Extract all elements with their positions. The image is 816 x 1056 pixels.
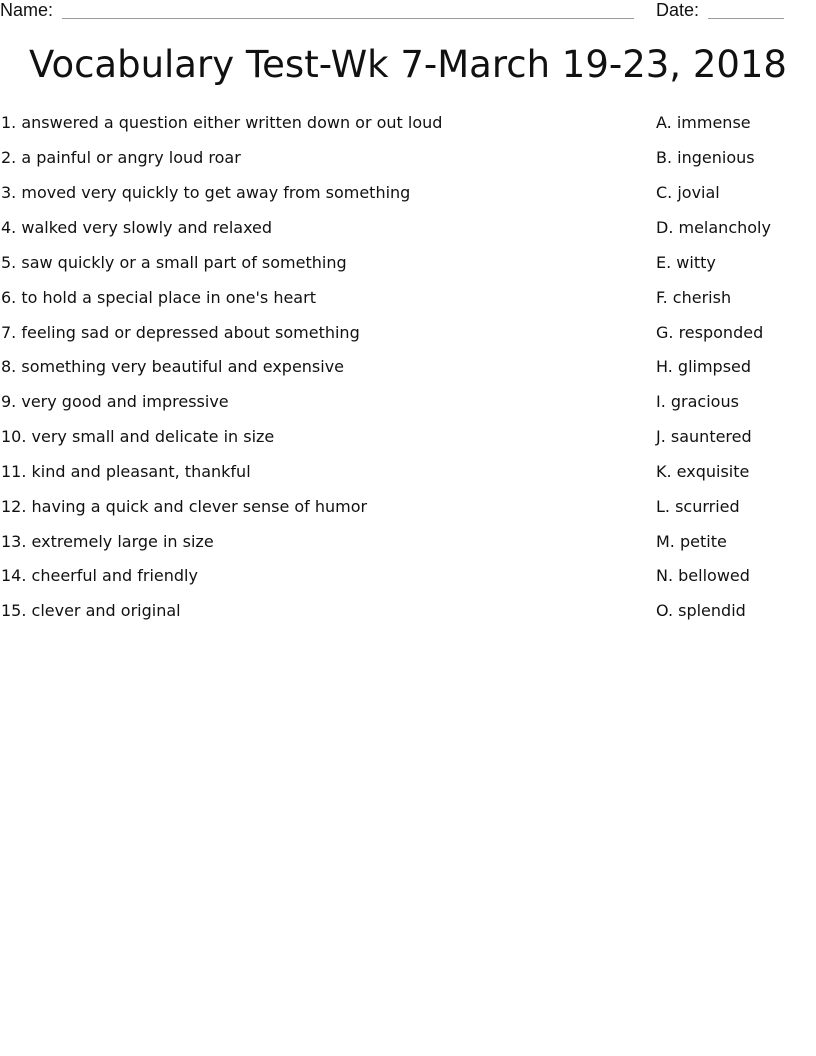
word-choice: A. immense — [656, 113, 751, 132]
list-item — [0, 357, 816, 392]
list-item — [0, 462, 816, 497]
clue-text: 9. very good and impressive — [1, 392, 229, 411]
word-choice: H. glimpsed — [656, 357, 752, 376]
header — [0, 0, 816, 22]
word-choice: E. witty — [656, 253, 716, 272]
list-item — [0, 288, 816, 323]
list-item — [0, 497, 816, 532]
list-item — [0, 183, 816, 218]
word-choice: G. responded — [656, 323, 764, 342]
word-choice: I. gracious — [656, 392, 739, 411]
list-item — [0, 427, 816, 462]
word-choice: L. scurried — [656, 497, 740, 516]
list-item — [0, 253, 816, 288]
page-title: Vocabulary Test-Wk 7-March 19-23, 2018 — [29, 43, 787, 86]
clue-text: 7. feeling sad or depressed about something — [1, 323, 360, 342]
clue-text: 10. very small and delicate in size — [1, 427, 275, 446]
clue-text: 15. clever and original — [1, 601, 181, 620]
word-choice: M. petite — [656, 532, 727, 551]
clue-text: 4. walked very slowly and relaxed — [1, 218, 273, 237]
word-choice: B. ingenious — [656, 148, 755, 167]
clue-text: 13. extremely large in size — [1, 532, 214, 551]
clue-text: 12. having a quick and clever sense of humor — [1, 497, 368, 516]
word-choice: C. jovial — [656, 183, 720, 202]
clue-text: 1. answered a question either written down or out loud — [1, 113, 443, 132]
list-item — [0, 323, 816, 358]
word-choice: N. bellowed — [656, 566, 750, 585]
word-choice: K. exquisite — [656, 462, 750, 481]
clue-text: 3. moved very quickly to get away from something — [1, 183, 411, 202]
clue-text: 2. a painful or angry loud roar — [1, 148, 241, 167]
list-item — [0, 601, 816, 636]
date-line[interactable] — [708, 18, 784, 19]
clue-text: 5. saw quickly or a small part of something — [1, 253, 347, 272]
list-item — [0, 218, 816, 253]
word-choice: J. sauntered — [656, 427, 752, 446]
list-item — [0, 566, 816, 601]
clue-text: 6. to hold a special place in one's heart — [1, 288, 316, 307]
clue-text: 11. kind and pleasant, thankful — [1, 462, 251, 481]
clue-text: 8. something very beautiful and expensive — [1, 357, 345, 376]
list-item — [0, 113, 816, 148]
date-label: Date: — [656, 0, 700, 20]
word-choice: F. cherish — [656, 288, 732, 307]
name-label: Name: — [0, 0, 54, 20]
word-choice: D. melancholy — [656, 218, 771, 237]
list-item — [0, 532, 816, 567]
word-choice: O. splendid — [656, 601, 746, 620]
list-item — [0, 148, 816, 183]
clue-text: 14. cheerful and friendly — [1, 566, 198, 585]
name-line[interactable] — [62, 18, 634, 19]
list-item — [0, 392, 816, 427]
